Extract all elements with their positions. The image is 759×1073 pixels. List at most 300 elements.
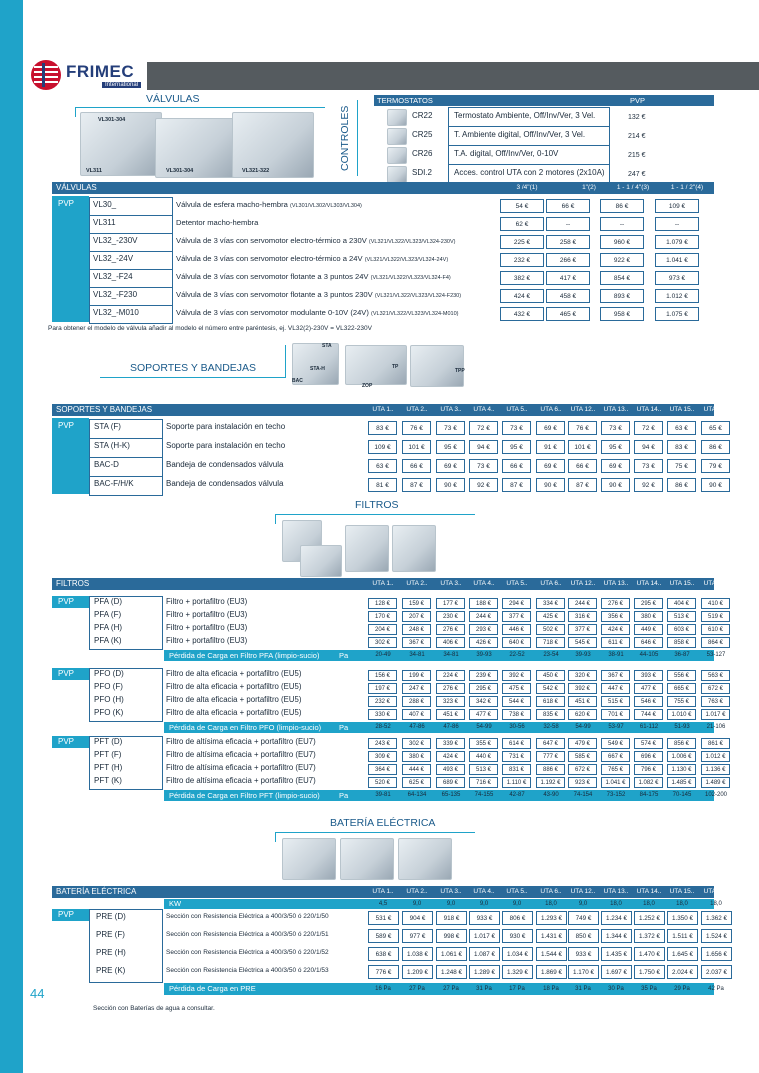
- controles-bracket: [357, 100, 358, 176]
- pressure-loss-unit: Pa: [339, 723, 349, 732]
- filter-price-cell: 1.010 €: [667, 709, 696, 720]
- thermostat-icon: [387, 109, 407, 126]
- kw-value: 9,0: [578, 901, 588, 907]
- heater-price-cell: 1.524 €: [701, 929, 732, 943]
- uta-column-header: UTA 15..: [669, 580, 695, 587]
- valve-desc-text: Válvula de 3 vías con servomotor electro-térmico a 230V: [176, 236, 367, 245]
- heater-image-2: [340, 838, 394, 880]
- support-price-cell: 92 €: [634, 478, 663, 492]
- support-price-cell: 95 €: [601, 440, 630, 454]
- filter-price-cell: 744 €: [634, 709, 663, 720]
- soportes-section-title: SOPORTES Y BANDEJAS: [130, 362, 257, 374]
- uta-column-header: UTA 12..: [570, 580, 596, 587]
- pressure-loss-value: 20-49: [375, 652, 391, 658]
- support-price-cell: 65 €: [701, 421, 730, 435]
- pressure-loss-value: 18 Pa: [543, 986, 559, 992]
- heater-price-cell: 1.511 €: [667, 929, 698, 943]
- brand-subtitle: International: [102, 82, 141, 88]
- filter-price-cell: 380 €: [634, 611, 663, 622]
- filter-price-cell: 477 €: [469, 709, 498, 720]
- valve-desc-models: (VL321/VL322/VL323/VL324-230V): [368, 239, 456, 245]
- title-underline: [275, 832, 475, 833]
- filter-price-cell: 1.017 €: [701, 709, 730, 720]
- filtros-pvp-cell: PVP: [52, 596, 89, 608]
- support-price-cell: 69 €: [536, 421, 565, 435]
- uta-column-header: UTA 14..: [636, 888, 662, 895]
- filtros-pvp-cell: PVP: [52, 736, 89, 748]
- valve-desc-models: (VL321/VL322/VL323/VL324-M010): [371, 311, 459, 317]
- filter-price-cell: 549 €: [601, 738, 630, 749]
- pressure-loss-value: 54-99: [575, 724, 591, 730]
- kw-value: 18,0: [676, 901, 688, 907]
- pressure-loss-value: 42 Pa: [708, 986, 724, 992]
- filter-price-cell: 156 €: [368, 670, 397, 681]
- valve-price-cell: 1.012 €: [655, 289, 699, 303]
- filter-code: PFT (K): [94, 776, 122, 785]
- filter-desc: Filtro de altísima eficacia + portafiltro (EU7): [166, 737, 316, 746]
- valvulas-section-title: VÁLVULAS: [146, 93, 200, 105]
- valvulas-pvp-column: PVP: [52, 196, 89, 322]
- heater-price-cell: 776 €: [368, 965, 399, 979]
- valve-price-cell: 424 €: [500, 289, 544, 303]
- valve-price-cell: 958 €: [600, 307, 644, 321]
- pressure-loss-value: 51-93: [674, 724, 690, 730]
- filter-desc: Filtro de altísima eficacia + portafiltro (EU7): [166, 750, 316, 759]
- filter-price-cell: 831 €: [502, 764, 531, 775]
- kw-label: KW: [169, 899, 182, 908]
- filter-desc: Filtro + portafiltro (EU3): [166, 597, 248, 606]
- uta-column-header: UTA 1..: [372, 580, 394, 587]
- pressure-loss-value: 34-81: [443, 652, 459, 658]
- valve-price-cell: 960 €: [600, 235, 644, 249]
- filter-price-cell: 610 €: [701, 624, 730, 635]
- filter-price-cell: 646 €: [634, 637, 663, 648]
- pressure-loss-value: 16 Pa: [375, 986, 391, 992]
- title-bracket: [75, 107, 76, 117]
- pressure-loss-value: 17 Pa: [509, 986, 525, 992]
- filter-price-cell: 199 €: [402, 670, 431, 681]
- support-price-cell: 72 €: [634, 421, 663, 435]
- valve-price-cell: 1.075 €: [655, 307, 699, 321]
- filter-price-cell: 556 €: [667, 670, 696, 681]
- filter-price-cell: 204 €: [368, 624, 397, 635]
- pressure-loss-value: 73-152: [606, 792, 626, 798]
- heater-price-cell: 904 €: [402, 911, 433, 925]
- heater-pressure-loss-row: [164, 983, 724, 995]
- kw-value: 9,0: [512, 901, 522, 907]
- filter-price-cell: 777 €: [536, 751, 565, 762]
- title-underline: [275, 514, 475, 515]
- filter-price-cell: 520 €: [368, 777, 397, 788]
- pressure-loss-value: 36-87: [674, 652, 690, 658]
- heater-price-cell: 1.435 €: [601, 947, 632, 961]
- filter-price-cell: 574 €: [634, 738, 663, 749]
- filter-price-cell: 625 €: [402, 777, 431, 788]
- filter-price-cell: 585 €: [568, 751, 597, 762]
- support-image-label: TP: [392, 364, 399, 370]
- filter-price-cell: 230 €: [436, 611, 465, 622]
- heater-image-1: [282, 838, 336, 880]
- valve-code-box: [89, 251, 173, 270]
- kw-row: [164, 899, 722, 909]
- heater-price-cell: 589 €: [368, 929, 399, 943]
- filter-price-cell: 738 €: [502, 709, 531, 720]
- filter-price-cell: 247 €: [402, 683, 431, 694]
- kw-value: 18,0: [710, 901, 722, 907]
- heater-price-cell: 1.234 €: [601, 911, 632, 925]
- pressure-loss-unit: Pa: [339, 651, 349, 660]
- valve-price-cell: 854 €: [600, 271, 644, 285]
- valve-price-cell: 266 €: [546, 253, 590, 267]
- filter-code: PFO (D): [94, 669, 124, 678]
- uta-column-header: UTA 5..: [506, 580, 528, 587]
- support-price-cell: 95 €: [436, 440, 465, 454]
- valve-price-cell: 62 €: [500, 217, 544, 231]
- uta-column-header: UTA 2..: [406, 888, 428, 895]
- kw-value: 18,0: [545, 901, 557, 907]
- uta-column-header: UTA 2..: [406, 580, 428, 587]
- uta-column-header: UTA 16..: [703, 406, 729, 413]
- filter-price-cell: 367 €: [402, 637, 431, 648]
- uta-column-header: UTA 5..: [506, 888, 528, 895]
- heater-price-cell: 806 €: [502, 911, 533, 925]
- valve-code: VL32_-F230: [93, 290, 138, 299]
- heater-price-cell: 1.017 €: [469, 929, 500, 943]
- pressure-loss-value: 30-56: [509, 724, 525, 730]
- heater-price-cell: 998 €: [436, 929, 467, 943]
- filter-price-cell: 477 €: [634, 683, 663, 694]
- filter-price-cell: 701 €: [601, 709, 630, 720]
- heater-price-cell: 638 €: [368, 947, 399, 961]
- heater-code: PRE (D): [96, 912, 126, 921]
- thermostat-icon: [387, 147, 407, 164]
- support-price-cell: 87 €: [502, 478, 531, 492]
- uta-column-header: UTA 15..: [669, 406, 695, 413]
- filter-price-cell: 765 €: [601, 764, 630, 775]
- filter-price-cell: 355 €: [469, 738, 498, 749]
- filter-price-cell: 356 €: [601, 611, 630, 622]
- filter-price-cell: 1.041 €: [601, 777, 630, 788]
- pressure-loss-value: 42-87: [509, 792, 525, 798]
- filter-price-cell: 323 €: [436, 696, 465, 707]
- filter-price-cell: 689 €: [436, 777, 465, 788]
- thermostat-icon: [387, 128, 407, 145]
- valve-desc: [176, 272, 451, 281]
- support-price-cell: 76 €: [568, 421, 597, 435]
- support-image-3: [410, 345, 464, 387]
- pressure-loss-unit: Pa: [339, 791, 349, 800]
- support-desc: Bandeja de condensados válvula: [166, 479, 284, 488]
- support-price-cell: 66 €: [568, 459, 597, 473]
- kw-value: 9,0: [446, 901, 456, 907]
- filter-price-cell: 426 €: [469, 637, 498, 648]
- filter-price-cell: 446 €: [502, 624, 531, 635]
- support-price-cell: 95 €: [502, 440, 531, 454]
- heater-price-cell: 1.252 €: [634, 911, 665, 925]
- filter-price-cell: 393 €: [634, 670, 663, 681]
- valve-desc-text: Válvula de 3 vías con servomotor flotante a 3 puntos 230V: [176, 290, 373, 299]
- support-price-cell: 73 €: [436, 421, 465, 435]
- pressure-loss-value: 53-127: [706, 652, 726, 658]
- thermostat-desc: Acces. control UTA con 2 motores (2x10A): [454, 168, 605, 177]
- soportes-pvp-column: PVP: [52, 418, 89, 494]
- title-bracket: [275, 514, 276, 524]
- filter-code: PFT (D): [94, 737, 123, 746]
- valve-code-box: [89, 305, 173, 324]
- support-price-cell: 94 €: [634, 440, 663, 454]
- thermostat-code: CR22: [412, 111, 433, 120]
- heater-price-cell: 2.024 €: [667, 965, 698, 979]
- filter-price-cell: 410 €: [701, 598, 730, 609]
- filter-price-cell: 886 €: [536, 764, 565, 775]
- pressure-loss-value: 29 Pa: [674, 986, 690, 992]
- support-image-label: STA-H: [310, 366, 325, 372]
- support-price-cell: 91 €: [536, 440, 565, 454]
- valve-desc-text: Válvula de 3 vías con servomotor modulante 0-10V (24V): [176, 308, 369, 317]
- support-price-cell: 94 €: [469, 440, 498, 454]
- thermostat-desc: T. Ambiente digital, Off/Inv/Ver, 3 Vel.: [454, 130, 586, 139]
- filter-price-cell: 316 €: [568, 611, 597, 622]
- title-underline: [75, 107, 325, 108]
- filter-price-cell: 618 €: [536, 696, 565, 707]
- soportes-table-header: SOPORTES Y BANDEJAS UTA 1.. UTA 2.. UTA 3.. UTA 4.. UTA 5.. UTA 6.. UTA 12.. UTA 13.. UTA 14.. UTA 15.. UTA 16..: [52, 404, 714, 416]
- heater-desc: Sección con Resistencia Eléctrica a 400/3/50 ó 220/1/51: [166, 931, 329, 938]
- filter-price-cell: 513 €: [667, 611, 696, 622]
- support-price-cell: 75 €: [667, 459, 696, 473]
- filter-code: PFO (F): [94, 682, 123, 691]
- filtros-pvp-cell: PVP: [52, 668, 89, 680]
- support-price-cell: 69 €: [601, 459, 630, 473]
- valve-code-box: [89, 197, 173, 216]
- uta-column-header: UTA 13..: [603, 406, 629, 413]
- heater-price-cell: 1.289 €: [469, 965, 500, 979]
- heater-image-3: [398, 838, 452, 880]
- pressure-loss-value: 47-86: [409, 724, 425, 730]
- support-price-cell: 76 €: [402, 421, 431, 435]
- filter-price-cell: 276 €: [436, 624, 465, 635]
- heater-price-cell: 1.344 €: [601, 929, 632, 943]
- pressure-loss-value: 21-106: [706, 724, 726, 730]
- valve-code-box: [89, 269, 173, 288]
- pressure-loss-value: 64-134: [407, 792, 427, 798]
- filter-code: PFT (F): [94, 750, 122, 759]
- support-code: STA (H-K): [94, 441, 130, 450]
- kw-value: 9,0: [412, 901, 422, 907]
- filter-price-cell: 295 €: [634, 598, 663, 609]
- pressure-loss-value: 31 Pa: [575, 986, 591, 992]
- support-price-cell: 83 €: [368, 421, 397, 435]
- filter-price-cell: 1.012 €: [701, 751, 730, 762]
- kw-value: 9,0: [479, 901, 489, 907]
- filter-pressure-loss-row: [164, 650, 726, 661]
- filter-pressure-loss-row: [164, 790, 728, 801]
- filter-price-cell: 858 €: [667, 637, 696, 648]
- filter-desc: Filtro de alta eficacia + portafiltro (EU5): [166, 669, 302, 678]
- filter-price-cell: 330 €: [368, 709, 397, 720]
- uta-column-header: UTA 3..: [440, 406, 462, 413]
- valve-code: VL311: [93, 218, 116, 227]
- uta-column-header: UTA 6..: [540, 406, 562, 413]
- uta-column-header: UTA 13..: [603, 888, 629, 895]
- filter-price-cell: 515 €: [601, 696, 630, 707]
- pressure-loss-value: 54-99: [476, 724, 492, 730]
- heater-price-cell: 1.656 €: [701, 947, 732, 961]
- support-desc: Soporte para instalación en techo: [166, 441, 286, 450]
- filter-price-cell: 861 €: [701, 738, 730, 749]
- heater-price-cell: 1.544 €: [536, 947, 567, 961]
- filter-code: PFA (F): [94, 610, 122, 619]
- filter-price-cell: 563 €: [701, 670, 730, 681]
- uta-column-header: UTA 16..: [703, 888, 729, 895]
- heater-desc: Sección con Resistencia Eléctrica a 400/3/50 ó 220/1/53: [166, 967, 329, 974]
- valve-code-box: [89, 233, 173, 252]
- heater-price-cell: 1.293 €: [536, 911, 567, 925]
- valve-desc: [176, 218, 258, 227]
- valve-price-cell: 258 €: [546, 235, 590, 249]
- filter-price-cell: 1.130 €: [667, 764, 696, 775]
- filter-price-cell: 294 €: [502, 598, 531, 609]
- uta-column-header: UTA 12..: [570, 406, 596, 413]
- heater-code: PRE (H): [96, 948, 126, 957]
- support-price-cell: 79 €: [701, 459, 730, 473]
- support-price-cell: 66 €: [402, 459, 431, 473]
- support-price-cell: 92 €: [469, 478, 498, 492]
- filter-price-cell: 377 €: [568, 624, 597, 635]
- heater-price-cell: 933 €: [469, 911, 500, 925]
- filter-price-cell: 276 €: [436, 683, 465, 694]
- uta-column-header: UTA 6..: [540, 888, 562, 895]
- support-price-cell: 101 €: [568, 440, 597, 454]
- left-sidebar-stripe: [0, 0, 23, 1073]
- filter-price-cell: 755 €: [667, 696, 696, 707]
- valve-image-label: VL321-322: [242, 168, 270, 174]
- pressure-loss-value: 61-112: [639, 724, 659, 730]
- heater-price-cell: 1.350 €: [667, 911, 698, 925]
- filter-price-cell: 718 €: [536, 637, 565, 648]
- heater-price-cell: 1.362 €: [701, 911, 732, 925]
- uta-column-header: UTA 5..: [506, 406, 528, 413]
- title-bracket: [285, 345, 286, 378]
- filter-price-cell: 450 €: [536, 670, 565, 681]
- thermostat-desc: T.A. digital, Off/Inv/Ver, 0-10V: [454, 149, 559, 158]
- uta-column-header: UTA 3..: [440, 580, 462, 587]
- pressure-loss-value: 70-145: [672, 792, 692, 798]
- brand-name: FRIMEC: [66, 62, 135, 81]
- uta-column-header: UTA 1..: [372, 888, 394, 895]
- filter-price-cell: 611 €: [601, 637, 630, 648]
- filter-price-cell: 835 €: [536, 709, 565, 720]
- filter-price-cell: 444 €: [402, 764, 431, 775]
- filter-price-cell: 545 €: [568, 637, 597, 648]
- valve-desc-text: Válvula de 3 vías con servomotor flotante a 3 puntos 24V: [176, 272, 369, 281]
- uta-column-header: UTA 16..: [703, 580, 729, 587]
- filter-image-4: [392, 525, 436, 572]
- filter-desc: Filtro de altísima eficacia + portafiltro (EU7): [166, 776, 316, 785]
- filter-image-3: [345, 525, 389, 572]
- title-bracket: [275, 832, 276, 842]
- filter-price-cell: 447 €: [601, 683, 630, 694]
- support-image-label: STA: [322, 343, 332, 349]
- uta-column-header: UTA 15..: [669, 888, 695, 895]
- valvulas-table-header: VÁLVULAS 3 /4"(1) 1"(2) 1 - 1 / 4"(3) 1 - 1 / 2"(4): [52, 182, 714, 194]
- bateria-note: Sección con Baterías de agua a consultar.: [93, 1005, 215, 1012]
- filter-price-cell: 380 €: [402, 751, 431, 762]
- filter-code: PFA (K): [94, 636, 122, 645]
- valve-code-box: [89, 287, 173, 306]
- thermostat-icon: [387, 166, 407, 183]
- filter-price-cell: 620 €: [568, 709, 597, 720]
- filter-price-cell: 334 €: [536, 598, 565, 609]
- filter-price-cell: 288 €: [402, 696, 431, 707]
- filter-code: PFT (H): [94, 763, 123, 772]
- filter-price-cell: 640 €: [502, 637, 531, 648]
- filter-price-cell: 1.136 €: [701, 764, 730, 775]
- support-price-cell: 86 €: [667, 478, 696, 492]
- filter-price-cell: 339 €: [436, 738, 465, 749]
- filter-price-cell: 731 €: [502, 751, 531, 762]
- filter-price-cell: 302 €: [368, 637, 397, 648]
- filter-price-cell: 449 €: [634, 624, 663, 635]
- filter-price-cell: 425 €: [536, 611, 565, 622]
- filter-price-cell: 475 €: [502, 683, 531, 694]
- valve-desc-models: (VL301/VL302/VL303/VL304): [289, 203, 362, 209]
- valve-price-cell: --: [600, 217, 644, 231]
- thermostat-price: 215 €: [628, 152, 646, 159]
- filter-price-cell: 479 €: [568, 738, 597, 749]
- support-price-cell: 73 €: [601, 421, 630, 435]
- filter-price-cell: 424 €: [601, 624, 630, 635]
- support-price-cell: 83 €: [667, 440, 696, 454]
- page-number: 44: [30, 986, 45, 1001]
- filter-price-cell: 302 €: [402, 738, 431, 749]
- support-desc: Soporte para instalación en techo: [166, 422, 286, 431]
- filter-price-cell: 170 €: [368, 611, 397, 622]
- pressure-loss-label: Pérdida de Carga en PRE: [169, 984, 256, 993]
- support-desc: Bandeja de condensados válvula: [166, 460, 284, 469]
- filter-price-cell: 188 €: [469, 598, 498, 609]
- support-price-cell: 63 €: [368, 459, 397, 473]
- heater-price-cell: 1.209 €: [402, 965, 433, 979]
- valve-desc-models: (VL321/VL322/VL323/VL324-24V): [364, 257, 449, 263]
- filter-price-cell: 716 €: [469, 777, 498, 788]
- heater-price-cell: 1.470 €: [634, 947, 665, 961]
- filter-price-cell: 647 €: [536, 738, 565, 749]
- valve-desc-models: (VL321/VL322/VL323/VL324-F4): [370, 275, 451, 281]
- heater-price-cell: 1.697 €: [601, 965, 632, 979]
- filter-price-cell: 377 €: [502, 611, 531, 622]
- valve-desc: [176, 236, 455, 245]
- valve-price-cell: 1.041 €: [655, 253, 699, 267]
- uta-column-header: UTA 13..: [603, 580, 629, 587]
- pressure-loss-value: 44-105: [639, 652, 659, 658]
- kw-value: 18,0: [610, 901, 622, 907]
- pressure-loss-label: Pérdida de Carga en Filtro PFT (limpio-sucio): [169, 791, 320, 800]
- filter-code: PFO (H): [94, 695, 124, 704]
- filter-price-cell: 1.489 €: [701, 777, 730, 788]
- pressure-loss-value: 30 Pa: [608, 986, 624, 992]
- support-price-cell: 66 €: [502, 459, 531, 473]
- filter-price-cell: 128 €: [368, 598, 397, 609]
- heater-price-cell: 1.372 €: [634, 929, 665, 943]
- filter-price-cell: 1.110 €: [502, 777, 531, 788]
- valve-price-cell: 382 €: [500, 271, 544, 285]
- kw-value: 18,0: [643, 901, 655, 907]
- pressure-loss-value: 84-175: [639, 792, 659, 798]
- heater-price-cell: 2.037 €: [701, 965, 732, 979]
- pressure-loss-value: 39-93: [575, 652, 591, 658]
- filtros-table-header: FILTROS UTA 1.. UTA 2.. UTA 3.. UTA 4.. UTA 5.. UTA 6.. UTA 12.. UTA 13.. UTA 14.. UTA 15.. UTA 16..: [52, 578, 714, 590]
- thermostat-code: CR25: [412, 130, 433, 139]
